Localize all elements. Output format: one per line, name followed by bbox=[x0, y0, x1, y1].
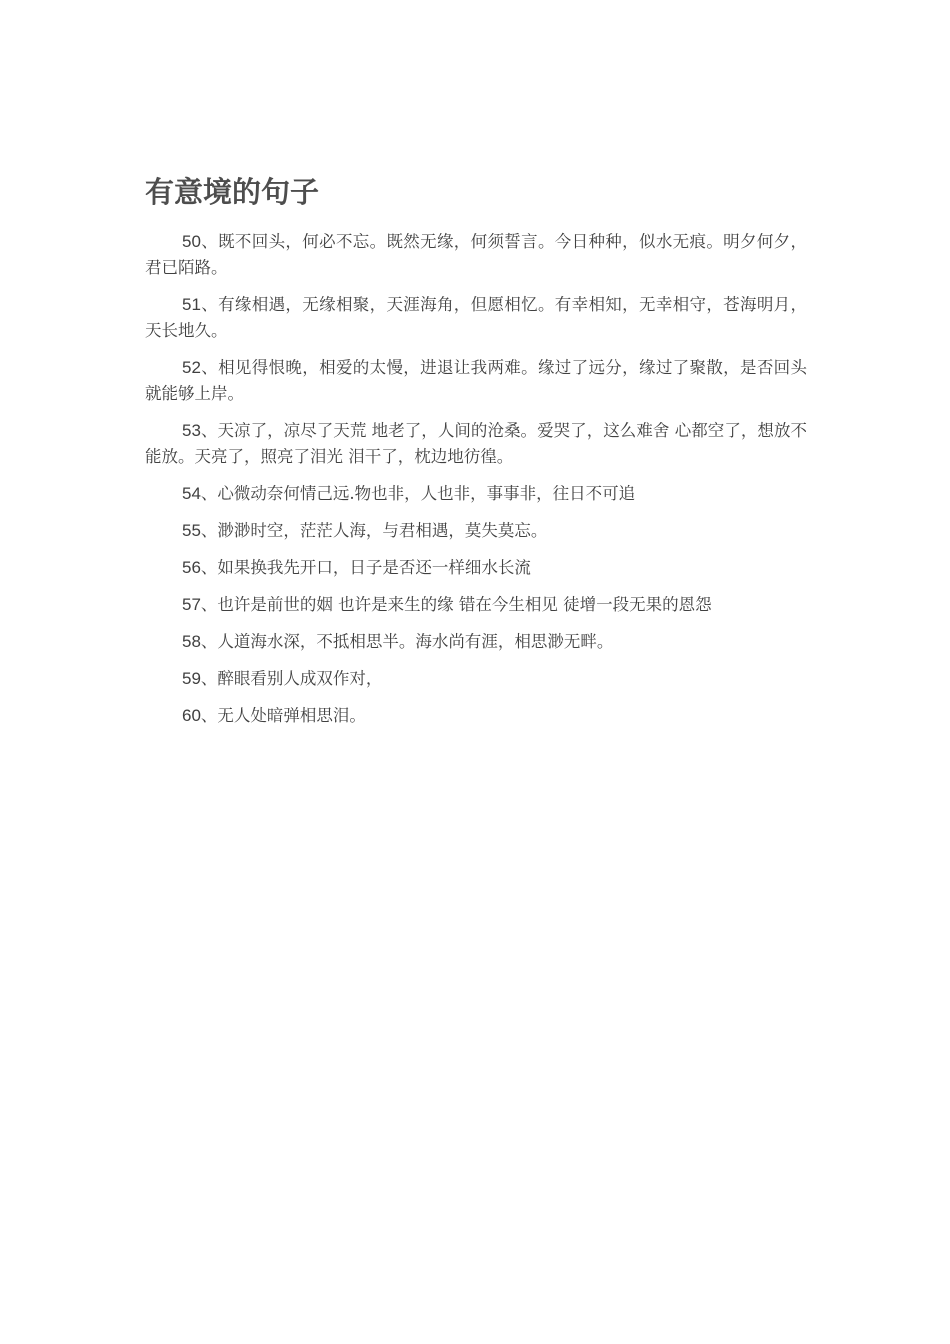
paragraph-number: 52 bbox=[182, 358, 201, 377]
page-title: 有意境的句子 bbox=[145, 175, 320, 209]
paragraph-number: 50 bbox=[182, 232, 201, 251]
paragraph-number: 60 bbox=[182, 706, 201, 725]
document-body bbox=[145, 172, 807, 740]
paragraph-57 bbox=[145, 592, 807, 618]
paragraph-number: 58 bbox=[182, 632, 201, 651]
paragraph-54 bbox=[145, 481, 807, 507]
paragraph-text: 、心微动奈何情己远.物也非，人也非，事事非，往日不可追 bbox=[200, 484, 636, 503]
paragraph-59 bbox=[145, 666, 807, 692]
paragraph-text: 、醉眼看别人成双作对， bbox=[200, 669, 383, 688]
paragraph-text: 、天凉了，凉尽了天荒 地老了，人间的沧桑。爱哭了，这么难舍 心都空了，想放不能放。天亮了，照亮了泪光 泪干了，枕边地彷徨。 bbox=[145, 421, 807, 466]
paragraph-number: 51 bbox=[182, 295, 201, 314]
paragraph-text: 、也许是前世的姻 也许是来生的缘 错在今生相见 徒增一段无果的恩怨 bbox=[200, 595, 712, 614]
paragraph-text: 、渺渺时空，茫茫人海，与君相遇，莫失莫忘。 bbox=[200, 521, 548, 540]
paragraph-text: 、人道海水深，不抵相思半。海水尚有涯，相思渺无畔。 bbox=[200, 632, 614, 651]
paragraph-text: 、既不回头，何必不忘。既然无缘，何须誓言。今日种种，似水无痕。明夕何夕，君已陌路。 bbox=[145, 232, 807, 277]
paragraph-53 bbox=[145, 418, 807, 470]
paragraph-number: 55 bbox=[182, 521, 201, 540]
paragraph-text: 、有缘相遇，无缘相聚，天涯海角，但愿相忆。有幸相知，无幸相守，苍海明月，天长地久。 bbox=[145, 295, 807, 340]
paragraph-text: 、无人处暗弹相思泪。 bbox=[200, 706, 366, 725]
paragraph-56 bbox=[145, 555, 807, 581]
paragraph-58 bbox=[145, 629, 807, 655]
paragraph-50 bbox=[145, 229, 807, 281]
paragraph-60 bbox=[145, 703, 807, 729]
paragraph-51 bbox=[145, 292, 807, 344]
paragraph-text: 、相见得恨晚，相爱的太慢，进退让我两难。缘过了远分，缘过了聚散，是否回头就能够上岸。 bbox=[145, 358, 807, 403]
paragraph-number: 56 bbox=[182, 558, 201, 577]
paragraph-number: 53 bbox=[182, 421, 201, 440]
paragraph-number: 54 bbox=[182, 484, 201, 503]
paragraph-52 bbox=[145, 355, 807, 407]
paragraph-number: 57 bbox=[182, 595, 201, 614]
paragraph-number: 59 bbox=[182, 669, 201, 688]
paragraph-55 bbox=[145, 518, 807, 544]
paragraph-text: 、如果换我先开口，日子是否还一样细水长流 bbox=[200, 558, 531, 577]
